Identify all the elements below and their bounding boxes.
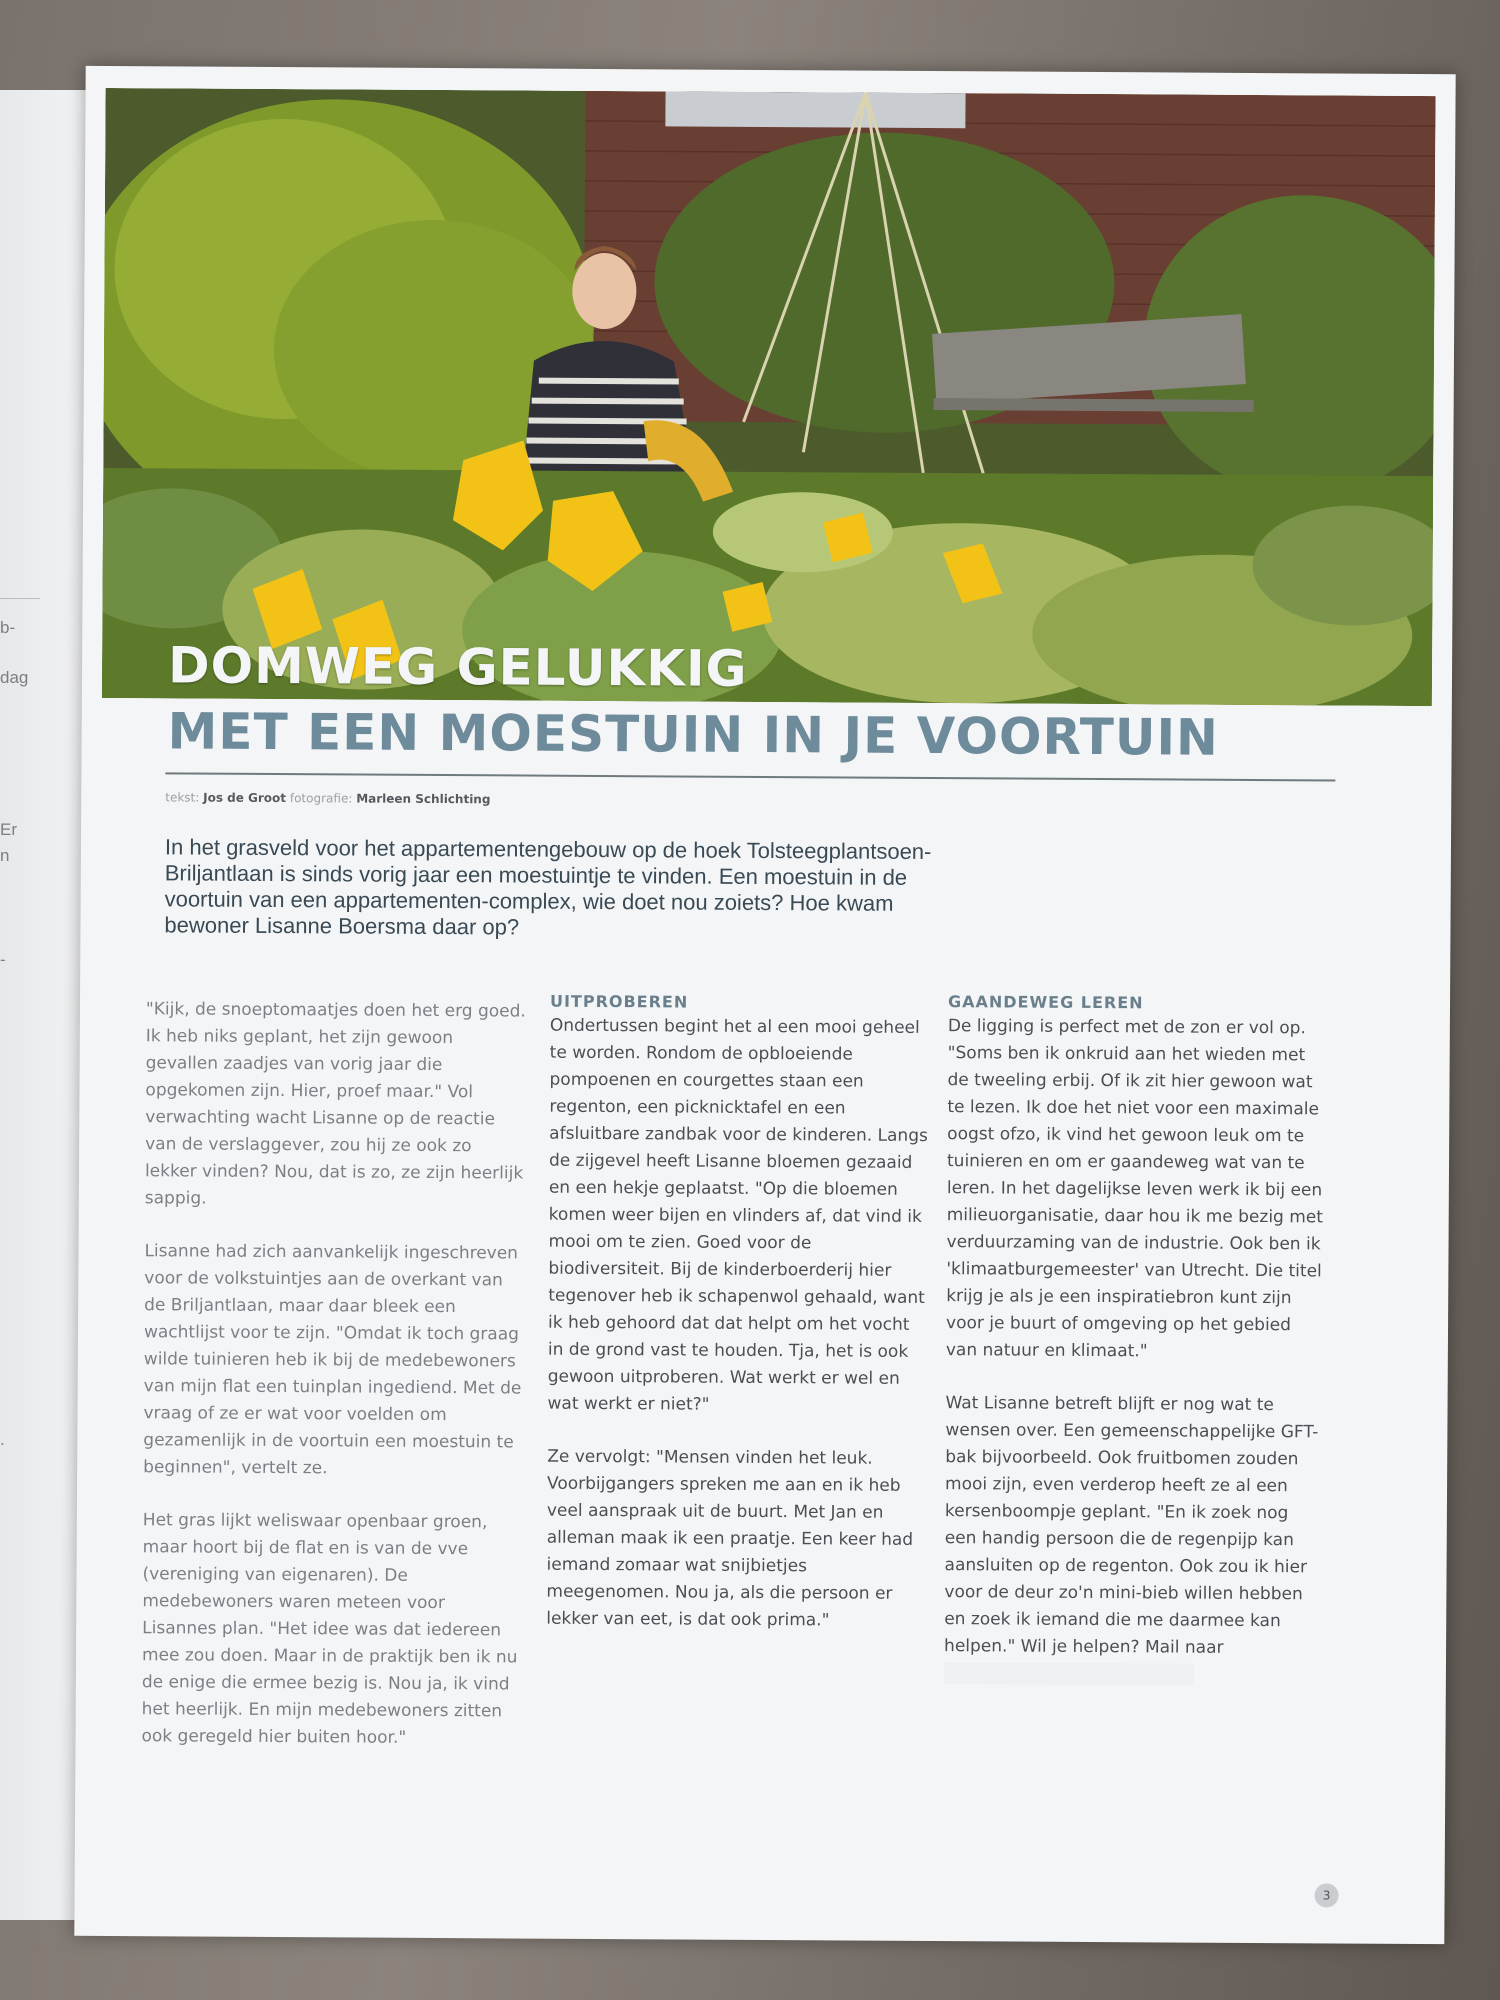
- article-column-3: [944, 991, 1328, 1715]
- body-paragraph-text: Wat Lisanne betreft blijft er nog wat te wensen over. Een gemeenschappelijke GFT-bak bijvoorbeeld. Ook fruitbomen zouden mooi zijn, even verderop heeft ze al een kersenboompje geplant. "En ik zoek nog een handig persoon die de regenpijp kan aansluiten op de regenton. Ook zou ik hier voor de deur zo'n mini-bieb willen hebben en zoek ik iemand die me daarmee kan helpen." Wil je helpen? Mail naar: [944, 1393, 1319, 1658]
- left-page-fragment: b-: [0, 618, 16, 637]
- credit-photographer: Marleen Schlichting: [356, 791, 491, 807]
- body-paragraph: Ondertussen begint het al een mooi geheel te worden. Rondom de opbloeiende pompoenen en courgettes staan een regenton, een picknicktafel en een afsluitbare zandbak voor de kinderen. Langs de zijgevel heeft Lisanne bloemen gezaaid en een hekje geplaatst. "Op die bloemen komen weer bijen en vlinders af, dat vind ik mooi om te zien. Goed voor de biodiversiteit. Bij de kinderboerderij hier tegenover heb ik schapenwol gehaald, want ik heb gehoord dat dat helpt om het vocht in de grond vast te houden. Tja, het is ook gewoon uitproberen. Wat werkt er wel en wat werkt er niet?": [547, 1015, 928, 1415]
- left-page-fragment: .: [0, 1430, 5, 1449]
- article-credits: [165, 790, 490, 806]
- garden-photo: [102, 88, 1436, 706]
- headline-line-2: MET EEN MOESTUIN IN JE VOORTUIN: [167, 702, 1220, 767]
- magazine-page: [74, 66, 1455, 1944]
- title-divider: [165, 772, 1335, 781]
- left-page-fragment: Er: [0, 820, 17, 839]
- left-page-fragment: dag: [0, 668, 29, 687]
- body-paragraph: Lisanne had zich aanvankelijk ingeschreven voor de volkstuintjes aan de overkant van de Briljantlaan, maar daar bleek een wachtlijst voor te zijn. "Omdat ik toch graag wilde tuinieren heb ik bij de medebewoners van mijn flat een tuinplan ingediend. Met de vraag of ze er wat voor voelden om gezamenlijk in de voortuin een moestuin te beginnen", vertelt ze.: [143, 1241, 522, 1479]
- body-paragraph-final: [944, 1390, 1326, 1689]
- body-paragraph: Ze vervolgt: "Mensen vinden het leuk. Voorbijgangers spreken me aan en ik heb veel aanspraak uit de buurt. Met Jan en alleman maak ik een praatje. Een keer had iemand zomaar wat snijbietjes meegenomen. Nou ja, als die persoon er lekker van eet, is dat ook prima.": [546, 1446, 914, 1631]
- article-column-2: [546, 991, 930, 1661]
- redacted-email-address: [944, 1662, 1194, 1686]
- body-paragraph: Het gras lijkt weliswaar openbaar groen, maar hoort bij de flat en is van de vve (vereniging van eigenaren). De medebewoners waren meteen voor Lisannes plan. "Het idee was dat iedereen mee zou doen. Maar in de praktijk ben ik nu de enige die ermee bezig is. Nou ja, ik vind het heerlijk. En mijn medebewoners zitten ook geregeld hier buiten hoor.": [141, 1510, 518, 1748]
- left-page-fragment: -: [0, 950, 6, 969]
- article-column-1: [141, 996, 526, 1778]
- page-number: 3: [1314, 1883, 1338, 1907]
- headline-line-1: DOMWEG GELUKKIG: [167, 636, 748, 698]
- left-page-rule: [0, 598, 40, 599]
- body-paragraph: "Kijk, de snoeptomaatjes doen het erg goed. Ik heb niks geplant, het zijn gewoon gevallen zaadjes van vorig jaar die opgekomen zijn. Hier, proef maar." Vol verwachting wacht Lisanne op de reactie van de verslaggever, zou hij ze ook zo lekker vinden? Nou, dat is zo, ze zijn heerlijk sappig.: [144, 999, 526, 1209]
- subheading-gaandeweg-leren: GAANDEWEG LEREN: [947, 992, 1144, 1013]
- intro-paragraph: In het grasveld voor het appartementengebouw op de hoek Tolsteegplantsoen-Briljantlaan is sinds vorig jaar een moestuintje te vinden. Een moestuin in de voortuin van een appartementen-complex, wie doet nou zoiets? Hoe kwam bewoner Lisanne Boersma daar op?: [164, 834, 932, 940]
- credit-text-label: tekst:: [165, 790, 200, 805]
- body-paragraph: De ligging is perfect met de zon er vol op. "Soms ben ik onkruid aan het wieden met de tweeling erbij. Of ik zit hier gewoon wat te lezen. Ik doe het niet voor een maximale oogst ofzo, ik vind het gewoon leuk om te tuinieren en om er gaandeweg wat van te leren. In het dagelijkse leven werk ik bij een milieuorganisatie, daar hou ik me bezig met verduurzaming van de industrie. Ook ben ik 'klimaatburgemeester' van Utrecht. Die titel krijg je als je een inspiratiebron kunt zijn voor je buurt of omgeving op het gebied van natuur en klimaat.": [945, 1016, 1324, 1362]
- left-page-fragment: n: [0, 846, 10, 865]
- garden-photo-illustration: [102, 88, 1436, 706]
- credit-author: Jos de Groot: [203, 790, 287, 806]
- credit-photo-label: fotografie:: [289, 791, 353, 806]
- subheading-uitproberen: UITPROBEREN: [549, 991, 689, 1012]
